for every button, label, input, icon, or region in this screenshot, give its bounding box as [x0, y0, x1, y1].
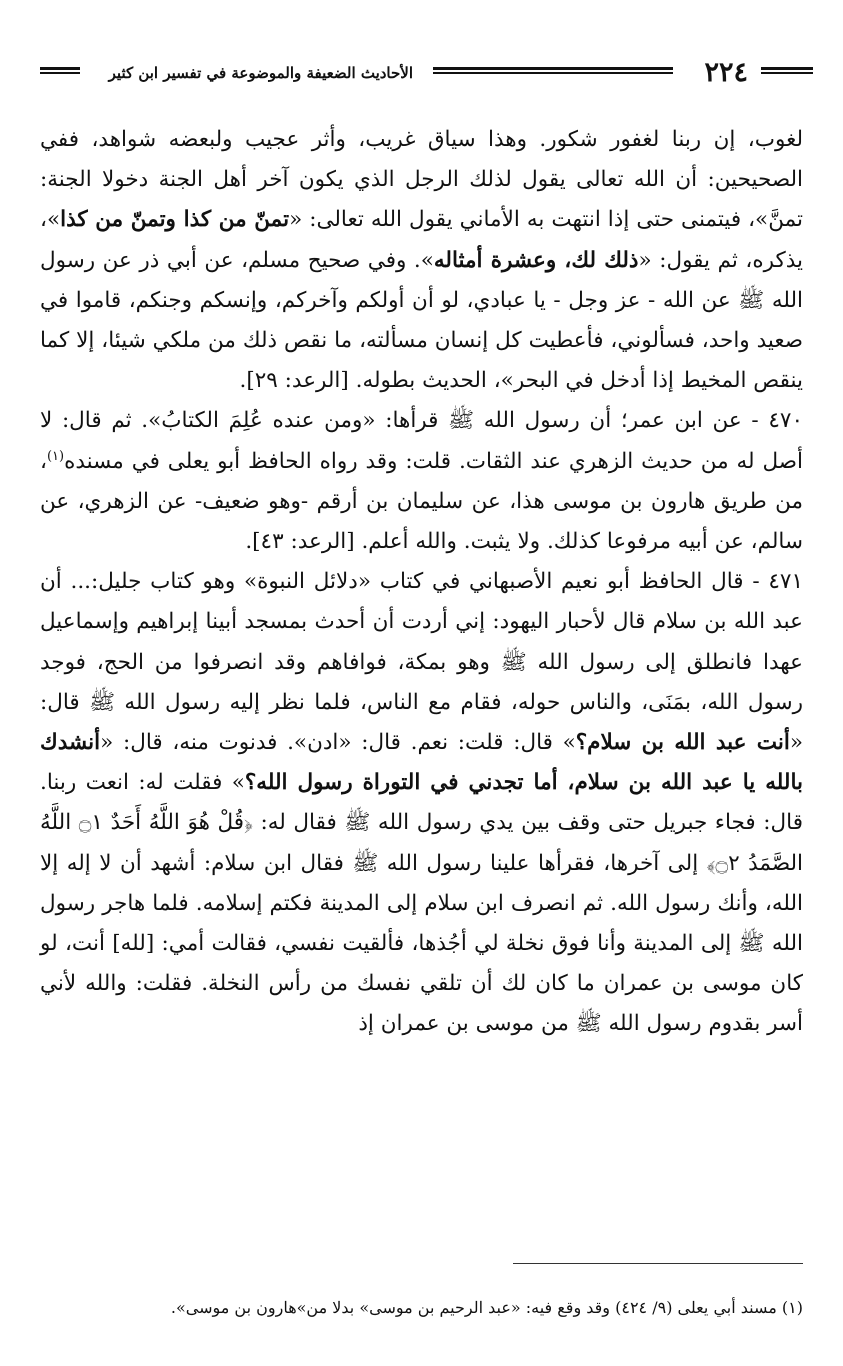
main-text	[40, 120, 803, 1045]
hadith-471: ٤٧١ - قال الحافظ أبو نعيم الأصبهاني في كتاب «دلائل النبوة» وهو كتاب جليل:... أن عبد الله بن سلام قال لأحبار اليهود: إني أردت أن أحدث بمسجد أبينا إبراهيم وإسماعيل عهدا فانطلق إلى رسول الله ﷺ وهو بمكة، فوافاهم وقد انصرفوا من الحج، فوجد رسول الله، بمَنَى، والناس حوله، فقام مع الناس، فلما نظر إليه رسول الله ﷺ قال: «أنت عبد الله بن سلام؟» قال: قلت: نعم. قال: «ادن». فدنوت منه، قال: «أنشدك بالله يا عبد الله بن سلام، أما تجدني في التوراة رسول الله؟» فقلت له: انعت ربنا. قال: فجاء جبريل حتى وقف بين يدي رسول الله ﷺ فقال له: ﴿قُلْ هُوَ اللَّهُ أَحَدٌ ۝١ اللَّهُ الصَّمَدُ ۝٢﴾ إلى آخرها، فقرأها علينا رسول الله ﷺ فقال ابن سلام: أشهد أن لا إله إلا الله، وأنك رسول الله. ثم انصرف ابن سلام إلى المدينة فكتم إسلامه. فلما هاجر رسول الله ﷺ إلى المدينة وأنا فوق نخلة لي أجُذها، فألقيت نفسي، فقالت أمي: [لله] أنت، لو كان موسى بن عمران ما كان لك أن تلقي نفسك من رأس النخلة. فقلت: والله لأني أسر بقدوم رسول الله ﷺ من موسى بن عمران إذ	[40, 569, 803, 1037]
footnote-marker: (١)	[46, 448, 65, 464]
page-number: ٢٢٤	[704, 57, 748, 88]
paragraph-continuation: لغوب، إن ربنا لغفور شكور. وهذا سياق غريب، وأثر عجيب ولبعضه شواهد، ففي الصحيحين: أن الله تعالى يقول لذلك الرجل الذي يكون آخر أهل الجنة دخولا الجنة: تمنَّ»، فيتمنى حتى إذا انتهت به الأماني يقول الله تعالى: «تمنّ من كذا وتمنّ من كذا»، يذكره، ثم يقول: «ذلك لك، وعشرة أمثاله». وفي صحيح مسلم، عن أبي ذر عن رسول الله ﷺ عن الله - عز وجل - يا عبادي، لو أن أولكم وآخركم، وإنسكم وجنكم، قاموا في صعيد واحد، فسألوني، فأعطيت كل إنسان مسألته، ما نقص ذلك من ملكي شيئا، إلا كما ينقص المخيط إذا أدخل في البحر»، الحديث بطوله. [الرعد: ٢٩].	[40, 127, 804, 394]
quote-bold: تمنّ من كذا وتمنّ من كذا	[60, 207, 290, 233]
header-rule-middle	[433, 67, 673, 74]
quote-bold: ذلك لك، وعشرة أمثاله	[433, 247, 639, 273]
footnote: (١) مسند أبي يعلى (٩/ ٤٢٤) وقد وقع فيه: «عبد الرحيم بن موسى» بدلا من»هارون بن موسى».	[170, 1298, 803, 1317]
quote-bold: أنت عبد الله بن سلام؟	[575, 730, 790, 756]
hadith-470: ٤٧٠ - عن ابن عمر؛ أن رسول الله ﷺ قرأها: «ومن عنده عُلِمَ الكتابُ». ثم قال: لا أصل له من حديث الزهري عند الثقات. قلت: وقد رواه الحافظ أبو يعلى في مسنده$^{(١)}$، من طريق هارون بن موسى هذا، عن سليمان بن أرقم -وهو ضعيف- عن الزهري، عن سالم، عن أبيه مرفوعا كذلك. ولا يثبت. والله أعلم. [الرعد: ٤٣].	[40, 408, 803, 555]
footnote-separator	[513, 1263, 803, 1264]
page-header	[40, 55, 813, 91]
quote-bold: أنشدك بالله يا عبد الله بن سلام، أما تجدني في التوراة رسول الله؟	[40, 730, 803, 796]
header-rule-right	[761, 67, 813, 74]
header-rule-left	[40, 67, 80, 74]
running-title: الأحاديث الضعيفة والموضوعة في تفسير ابن كثير	[108, 64, 413, 82]
